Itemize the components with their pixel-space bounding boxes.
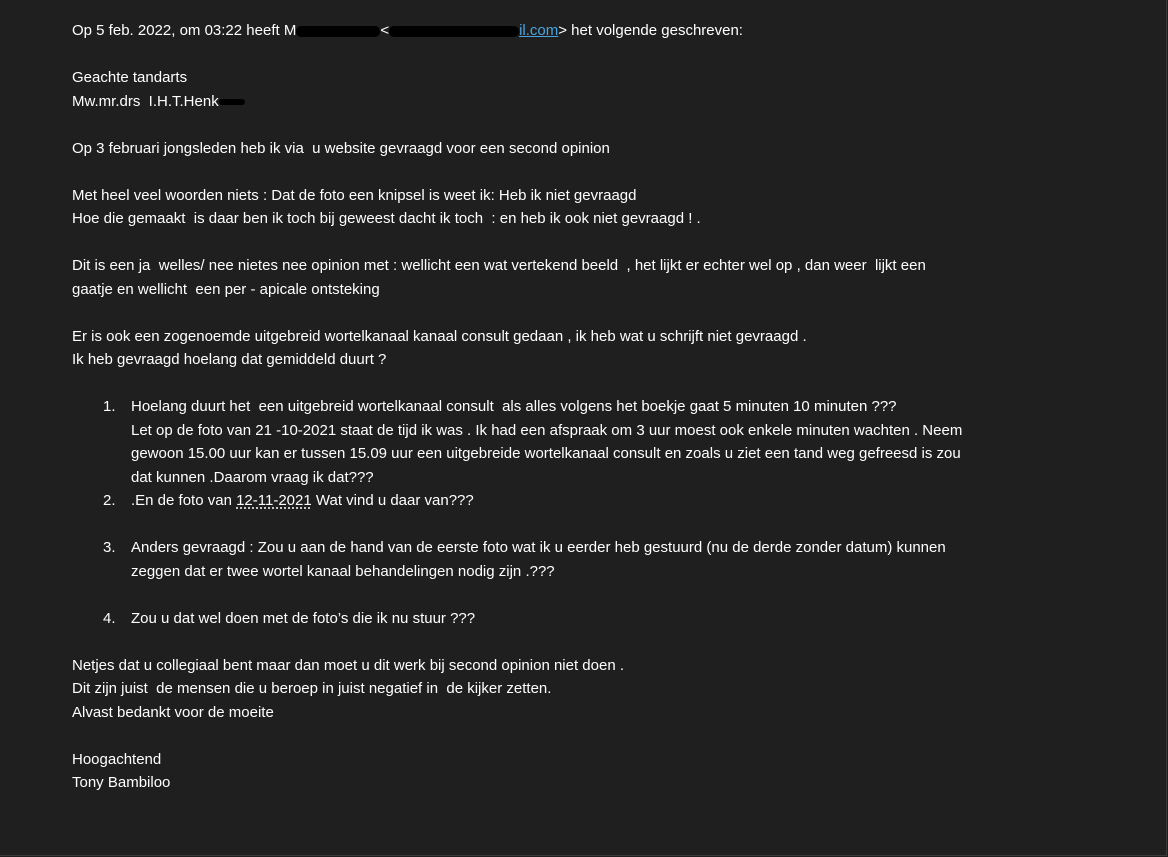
salutation-line: Geachte tandarts (72, 69, 188, 86)
list-item-line: .En de foto van 12-11-2021 Wat vind u daar van??? (131, 492, 474, 509)
header-suffix: het volgende geschreven: (567, 22, 743, 39)
paragraph-2-line-2: Hoe die gemaakt is daar ben ik toch bij geweest dacht ik toch : en heb ik ook niet gevraagd ! . (72, 210, 701, 227)
list-item-line: Hoelang duurt het een uitgebreid wortelkanaal consult als alles volgens het boekje gaat 5 minuten 10 minuten ??? (131, 398, 897, 415)
signature-greeting: Hoogachtend (72, 750, 162, 768)
paragraph-1: Op 3 februari jongsleden heb ik via u website gevraagd voor een second opinion (72, 139, 610, 157)
list-item-line: dat kunnen .Daarom vraag ik dat??? (131, 468, 374, 486)
list-number: 2. (103, 492, 116, 509)
list-item (72, 395, 1132, 489)
paragraph-4-line-1: Er is ook een zogenoemde uitgebreid wortelkanaal kanaal consult gedaan , ik heb wat u schrijft niet gevraagd . (72, 327, 807, 345)
list-item (72, 489, 1132, 513)
paragraph-4-line-2: Ik heb gevraagd hoelang dat gemiddeld duurt ? (72, 351, 387, 368)
list-item (72, 607, 1132, 631)
list-item-line: zeggen dat er twee wortel kanaal behandelingen nodig zijn .??? (131, 562, 555, 580)
list-number: 4. (103, 609, 116, 627)
redacted-name (296, 26, 380, 37)
list-item-line: Zou u dat wel doen met de foto’s die ik nu stuur ??? (131, 609, 476, 627)
closing-line-3: Alvast bedankt voor de moeite (72, 703, 274, 721)
list-item-line: gewoon 15.00 uur kan er tussen 15.09 uur een uitgebreide wortelkanaal consult en zoals u ziet een tand weg gefreesd is zou (131, 445, 961, 462)
list-number: 3. (103, 539, 116, 556)
quote-header (72, 19, 1132, 43)
header-prefix: Op 5 feb. 2022, om 03:22 heeft M (72, 22, 297, 39)
list-item-line: Let op de foto van 21 -10-2021 staat de tijd ik was . Ik had een afspraak om 3 uur moest ook enkele minuten wachten . Neem (131, 421, 963, 439)
list-item-line: Anders gevraagd : Zou u aan de hand van de eerste foto wat ik u eerder heb gestuurd (nu de derde zonder datum) kunnen (131, 539, 946, 556)
email-body (72, 19, 1132, 795)
date-link[interactable]: 12-11-2021 (236, 492, 312, 509)
recipient-line: Mw.mr.drs I.H.T.Henk (72, 90, 1132, 114)
closing-line-2: Dit zijn juist de mensen die u beroep in juist negatief in de kijker zetten. (72, 680, 552, 697)
redacted-email (389, 26, 519, 37)
signature-name: Tony Bambiloo (72, 774, 171, 791)
list-number: 1. (103, 398, 116, 415)
numbered-list (72, 395, 1132, 630)
email-close-bracket: > (558, 22, 568, 39)
email-open-bracket: < (380, 22, 390, 39)
paragraph-2-line-1: Met heel veel woorden niets : Dat de foto een knipsel is weet ik: Heb ik niet gevraagd (72, 186, 637, 204)
list-item (72, 536, 1132, 583)
paragraph-3-line-2: gaatje en wellicht een per - apicale ontsteking (72, 280, 380, 298)
closing-line-1: Netjes dat u collegiaal bent maar dan moet u dit werk bij second opinion niet doen . (72, 656, 625, 674)
sender-email-link[interactable]: il.com (389, 22, 558, 39)
paragraph-3-line-1: Dit is een ja welles/ nee nietes nee opinion met : wellicht een wat vertekend beeld , het lijkt er echter wel op , dan weer lijkt een (72, 257, 926, 274)
redacted-surname (219, 99, 245, 105)
